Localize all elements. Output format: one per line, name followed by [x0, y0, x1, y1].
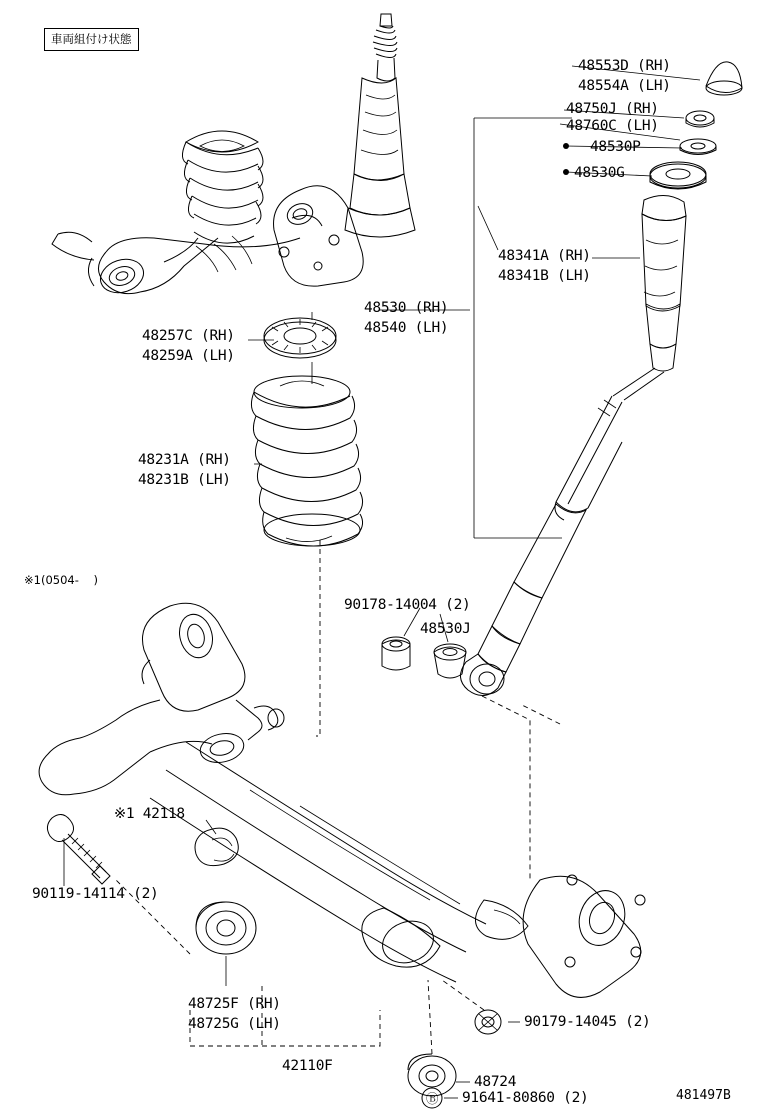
- callout-48530p: 48530P: [590, 139, 641, 155]
- callout-48530g: 48530G: [574, 165, 625, 181]
- callout-91641-80860: 91641-80860 (2): [462, 1090, 589, 1106]
- figure-code: 481497B: [676, 1088, 731, 1103]
- callout-48750j-rh: 48750J (RH): [566, 101, 659, 117]
- header-note: 車両組付け状態: [44, 28, 139, 51]
- callout-48724: 48724: [474, 1074, 517, 1090]
- callout-48725g-lh: 48725G (LH): [188, 1016, 281, 1032]
- callout-48231a-rh: 48231A (RH): [138, 452, 231, 468]
- callout-90178-14004: 90178-14004 (2): [344, 597, 471, 613]
- callout-48760c-lh: 48760C (LH): [566, 118, 659, 134]
- bolt-90179-illustration: [475, 1010, 501, 1034]
- callout-42110f: 42110F: [282, 1058, 333, 1074]
- bush-48724-illustration: [408, 1054, 456, 1096]
- bolt-90119-illustration: [47, 814, 110, 884]
- rear-axle-beam-illustration: [39, 603, 645, 997]
- callout-48257c-rh: 48257C (RH): [142, 328, 235, 344]
- callout-48259a-lh: 48259A (LH): [142, 348, 235, 364]
- nut-and-cushion-illustration: [382, 637, 466, 678]
- spring-seat-illustration: [264, 318, 336, 358]
- callout-48553d-rh: 48553D (RH): [578, 58, 671, 74]
- footnote-1: ※1(0504- ): [24, 573, 98, 587]
- coil-spring-illustration: [251, 376, 362, 546]
- ref-marker-b-label: Ⓑ: [426, 1091, 439, 1106]
- callout-48341b-lh: 48341B (LH): [498, 268, 591, 284]
- callout-48530j: 48530J: [420, 621, 471, 637]
- callout-90179-14045: 90179-14045 (2): [524, 1014, 651, 1030]
- callout-48554a-lh: 48554A (LH): [578, 78, 671, 94]
- callout-42118: ※1 42118: [114, 806, 185, 822]
- bush-48725f-illustration: [196, 902, 256, 954]
- callout-90119-14114: 90119-14114 (2): [32, 886, 159, 902]
- installed-assembly-illustration: [52, 14, 415, 298]
- callout-48540-lh: 48540 (LH): [364, 320, 449, 336]
- callout-48231b-lh: 48231B (LH): [138, 472, 231, 488]
- callout-48725f-rh: 48725F (RH): [188, 996, 281, 1012]
- callout-48530-rh: 48530 (RH): [364, 300, 449, 316]
- callout-48341a-rh: 48341A (RH): [498, 248, 591, 264]
